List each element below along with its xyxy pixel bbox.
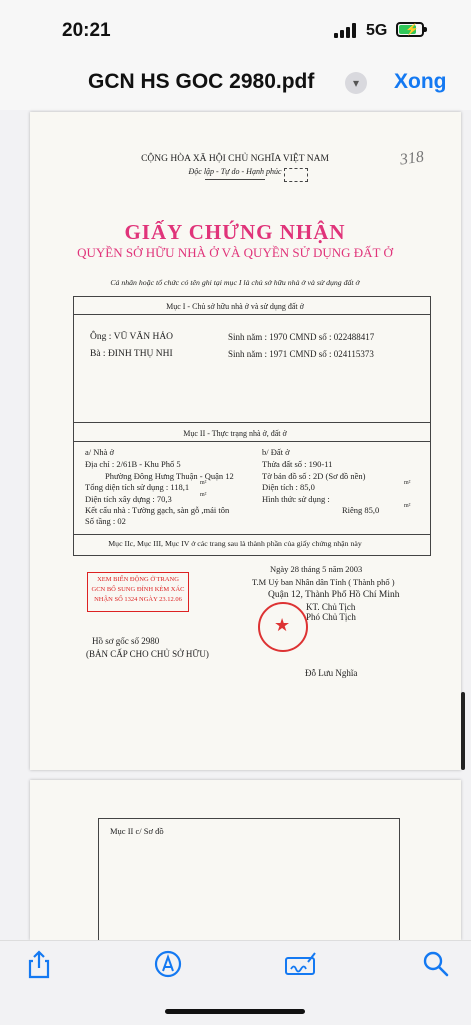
house-label: a/ Nhà ở: [85, 447, 115, 457]
land-area: Diện tích : 85,0: [262, 482, 315, 492]
scrollbar[interactable]: [461, 692, 465, 770]
house-total-area: Tổng diện tích sử dụng : 118,1: [85, 482, 190, 492]
muc1-heading: Mục I - Chủ sở hữu nhà ở và sử dụng đất ở: [166, 302, 304, 311]
vice-title: Phó Chủ Tịch: [306, 612, 356, 622]
change-stamp-image: [87, 572, 189, 612]
clock: 20:21: [62, 20, 111, 41]
owner1-info: Sinh năm : 1970 CMND số : 022488417: [228, 332, 375, 342]
land-use: Hình thức sử dụng :: [262, 494, 330, 504]
unit-m2-b1: m²: [404, 480, 411, 486]
certificate-subtitle: QUYỀN SỞ HỮU NHÀ Ở VÀ QUYỀN SỬ DỤNG ĐẤT Ở: [77, 245, 393, 260]
copy-note: (BẢN CẤP CHO CHỦ SỞ HỮU): [86, 649, 209, 659]
number-box: [284, 168, 308, 182]
national-header: CỘNG HÒA XÃ HỘI CHỦ NGHĨA VIỆT NAM: [141, 154, 329, 164]
unit-m2-a2: m²: [200, 492, 207, 498]
unit-m2-b2: m²: [404, 503, 411, 509]
house-address: Địa chỉ : 2/61B - Khu Phố 5: [85, 459, 181, 469]
land-sheet: Tờ bản đồ số : 2D (Sơ đồ nền): [262, 471, 366, 481]
network-type: 5G: [366, 22, 388, 39]
certificate-title: GIẤY CHỨNG NHẬN: [124, 220, 346, 244]
cellular-signal-icon: [334, 22, 360, 38]
house-structure: Kết cấu nhà : Tường gạch, sàn gỗ ,mái tôn: [85, 505, 230, 515]
owner2-name: Bà : ĐINH THỤ NHI: [90, 349, 173, 359]
pdf-page-1[interactable]: [30, 112, 461, 770]
sketch-box: [98, 818, 400, 941]
issuing-district: Quận 12, Thành Phố Hồ Chí Minh: [268, 590, 400, 600]
home-indicator[interactable]: [165, 1009, 305, 1014]
markup-icon[interactable]: [152, 948, 184, 980]
certificate-document: [40, 112, 430, 712]
land-plot: Thửa đất số : 190-11: [262, 459, 333, 469]
corner-number: 318: [398, 148, 425, 169]
status-bar: [0, 0, 471, 60]
house-floors: Số tầng : 02: [85, 516, 126, 526]
issuing-authority: T.M Uỷ ban Nhân dân Tỉnh ( Thành phố ): [252, 577, 395, 587]
signature-icon[interactable]: [284, 948, 316, 980]
land-private: Riêng 85,0: [342, 505, 380, 515]
document-title[interactable]: GCN HS GOC 2980.pdf: [88, 70, 315, 93]
muc2-heading: Mục II - Thực trạng nhà ở, đất ở: [183, 429, 287, 438]
muc2c-heading: Mục II c/ Sơ đồ: [110, 826, 164, 836]
battery-charging-icon: ⚡: [396, 22, 424, 37]
motto: Độc lập - Tự do - Hạnh phúc: [188, 167, 282, 176]
intro-line: Cá nhân hoặc tổ chức có tên ghi tại mục I là chủ sở hữu nhà ở và sử dụng đất ở: [110, 278, 360, 287]
original-file-number: Hồ sơ gốc số 2980: [92, 636, 160, 646]
owner2-info: Sinh năm : 1971 CMND số : 024115373: [228, 349, 374, 359]
owner1-name: Ông : VŨ VĂN HẢO: [90, 332, 174, 342]
footer-note: Mục IIc, Mục III, Mục IV ở các trang sau là thành phần của giấy chứng nhận này: [108, 539, 362, 548]
pdf-page-2[interactable]: [30, 780, 461, 940]
chevron-down-icon[interactable]: ▾: [345, 72, 367, 94]
stamp-text: XEM BIẾN ĐỘNG Ở TRANG GCN BỔ SUNG ĐÍNH KÈM XÁC NHẬN SỐ 1324 NGÀY 23.12.06: [91, 576, 185, 603]
red-seal-image: ★: [258, 602, 308, 652]
kt-title: KT. Chủ Tịch: [306, 602, 356, 612]
land-label: b/ Đất ở: [262, 447, 290, 457]
signer-name: Đỗ Lưu Nghĩa: [305, 668, 358, 678]
house-built-area: Diện tích xây dựng : 70,3: [85, 494, 172, 504]
share-icon[interactable]: [23, 948, 55, 980]
done-button[interactable]: Xong: [394, 70, 447, 93]
house-ward: Phường Đông Hưng Thuận - Quận 12: [105, 471, 234, 481]
issue-date: Ngày 28 tháng 5 năm 2003: [270, 564, 363, 574]
search-icon[interactable]: [420, 948, 452, 980]
unit-m2-a1: m²: [200, 480, 207, 486]
